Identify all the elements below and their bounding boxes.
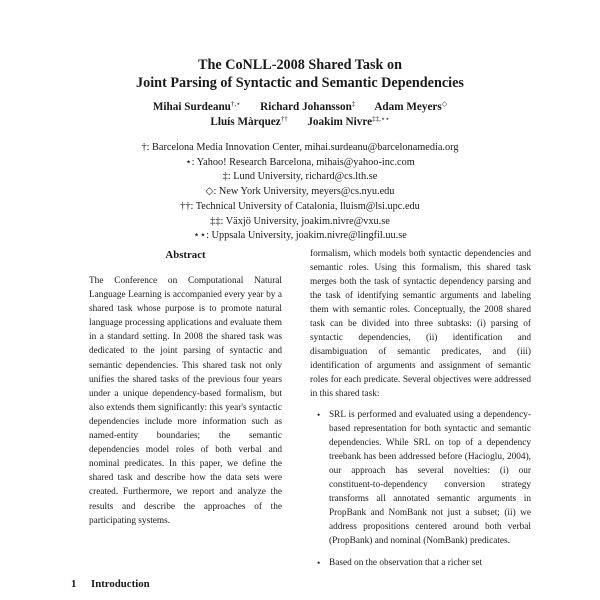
author-mark: ‡‡,⋆⋆ xyxy=(372,115,390,123)
author-name: Richard Johansson xyxy=(260,101,352,113)
paper-title-line2: Joint Parsing of Syntactic and Semantic Dependencies xyxy=(136,75,464,91)
right-column xyxy=(310,248,531,578)
author-name: Lluís Màrquez xyxy=(210,116,281,128)
section-number: 1 xyxy=(71,578,77,590)
abstract-text: The Conference on Computational Natural Language Learning is accompanied every year by a shared task whose purpose is to promote natural language processing applications and evaluate them in a standard setting. In 2008 the shared task was dedicated to the joint parsing of syntactic and semantic dependencies. This shared task not only unifies the shared tasks of the previous four years under a unique dependency-based formalism, but also extends them significantly: this year's syntactic dependencies include more information such as named-entity boundaries; the semantic dependencies model roles of both verbal and nominal predicates. In this paper, we define the shared task and describe how the data sets were created. Furthermore, we report and analyze the results and describe the approaches of the participating systems. xyxy=(89,276,282,526)
left-column xyxy=(89,248,282,528)
author-mark: †† xyxy=(280,115,288,123)
author-mark: †,⋆ xyxy=(230,100,241,108)
author-mark: ‡ xyxy=(351,100,356,108)
list-item xyxy=(310,556,531,570)
author-row-2 xyxy=(0,112,600,130)
bullet-icon: • xyxy=(317,410,321,421)
list-item xyxy=(310,408,531,548)
affiliation-line: ⋆: Yahoo! Research Barcelona, mihais@yahoo-inc.com xyxy=(185,156,415,168)
list-item-text: Based on the observation that a richer set xyxy=(329,558,483,569)
section-heading xyxy=(71,577,150,591)
abstract-heading: Abstract xyxy=(165,249,206,261)
section-title: Introduction xyxy=(91,578,150,590)
author-name: Joakim Nivre xyxy=(307,116,373,128)
bullet-icon: • xyxy=(317,558,321,569)
author-mark: ◇ xyxy=(441,100,448,108)
affiliation-line: ‡: Lund University, richard@cs.lth.se xyxy=(222,171,378,183)
affiliation-line: ††: Technical University of Catalonia, lluism@lsi.upc.edu xyxy=(180,200,420,212)
affiliations xyxy=(0,141,600,244)
affiliation-line: ◇: New York University, meyers@cs.nyu.edu xyxy=(205,186,395,198)
author-name: Mihai Surdeanu xyxy=(152,101,231,113)
paper-title-line1: The CoNLL-2008 Shared Task on xyxy=(198,57,402,73)
author-name: Adam Meyers xyxy=(374,101,442,113)
objectives-list xyxy=(310,408,531,570)
affiliation-line: †: Barcelona Media Innovation Center, mihai.surdeanu@barcelonamedia.org xyxy=(141,142,459,153)
affiliation-line: ‡‡: Växjö University, joakim.nivre@vxu.se xyxy=(210,215,390,227)
affiliation-line: ⋆⋆: Uppsala University, joakim.nivre@lingfil.uu.se xyxy=(193,230,407,242)
list-item-text: SRL is performed and evaluated using a dependency-based representation for both syntactic and semantic dependencies. While SRL on top of a dependency treebank has been addressed before (Hacioglu, 2004), our approach has several novelties: (i) our constituent-to-dependency conversion strategy transforms all annotated semantic arguments in PropBank and NomBank not just a subset; (ii) we address propositions centered around both verbal (PropBank) and nominal (NomBank) predicates. xyxy=(329,410,531,547)
body-paragraph: formalism, which models both syntactic dependencies and semantic roles. Using this formalism, this shared task merges both the task of syntactic dependency parsing and the task of identifying semantic arguments and labeling them with semantic roles. Conceptually, the 2008 shared task can be divided into three subtasks: (i) parsing of syntactic dependencies, (ii) identification and disambiguation of semantic predicates, and (iii) identification of arguments and assignment of semantic roles for each predicate. Several objectives were addressed in this shared task: xyxy=(310,249,531,399)
